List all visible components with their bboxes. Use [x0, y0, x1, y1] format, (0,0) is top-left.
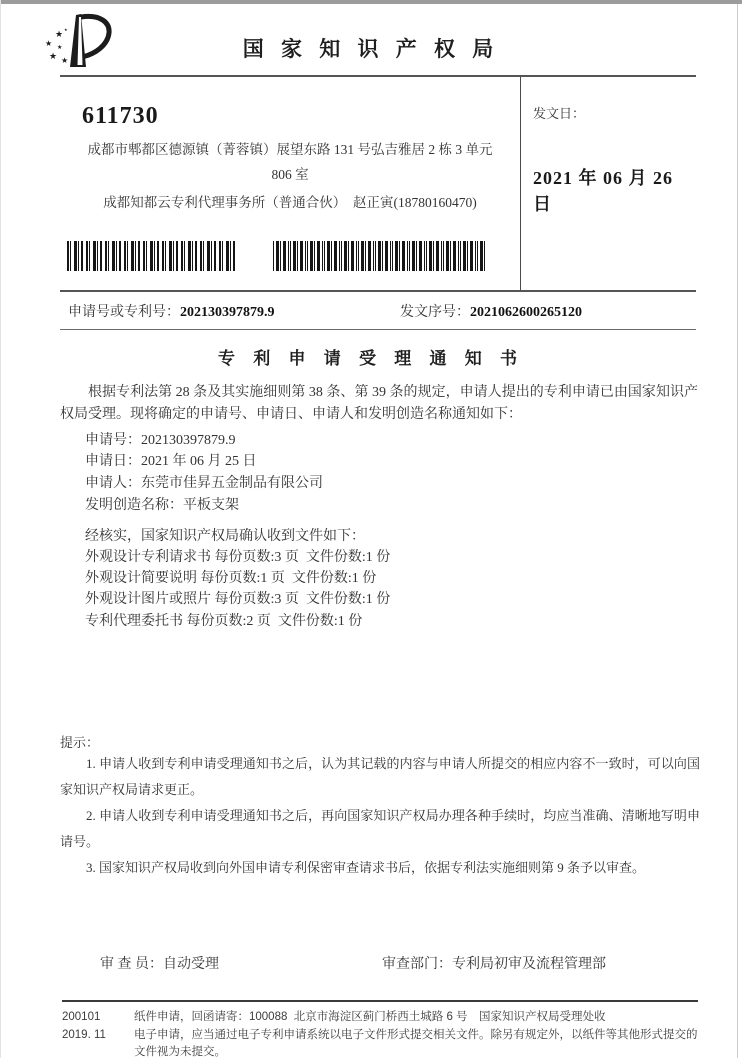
document-item: 专利代理委托书 每份页数:2 页 文件份数:1 份 [85, 613, 363, 629]
footer-electronic-note: 电子申请，应当通过电子专利申请系统以电子文件形式提交相关文件。除另有规定外，以纸件等其他形式提交的文件视为未提交。 [134, 1028, 698, 1058]
issue-date-label: 发文日： [533, 106, 586, 121]
hints-section [60, 732, 700, 881]
scan-right-edge [737, 4, 738, 1058]
detail-applicant: 申请人：东莞市佳昇五金制品有限公司 [85, 476, 323, 492]
reference-bottom-line [60, 329, 696, 330]
reference-number-row [60, 292, 696, 329]
svg-text:★: ★ [61, 56, 69, 65]
application-number-value: 202130397879.9 [180, 305, 275, 320]
svg-text:★: ★ [49, 51, 58, 61]
document-item: 外观设计专利请求书 每份页数:3 页 文件份数:1 份 [85, 549, 391, 565]
hint-item-2: 2. 申请人收到专利申请受理通知书之后，再向国家知识产权局办理各种手续时，均应当准确、清晰地写明申请号。 [60, 807, 700, 849]
application-number-field [68, 301, 400, 321]
barcode-1-icon [67, 241, 237, 271]
postal-code: 611730 [82, 103, 159, 129]
footer-form-code: 200101 [62, 1010, 101, 1023]
intro-paragraph: 根据专利法第 28 条及其实施细则第 38 条、第 39 条的规定，申请人提出的专利申请已由国家知识产权局受理。现将确定的申请号、申请日、申请人和发明创造名称通知如下： [60, 385, 698, 423]
address-line-2: 806 室 [271, 166, 309, 182]
scan-left-edge [0, 0, 1, 1058]
footer-row-paper [62, 1009, 704, 1027]
address-line-1: 成都市郫都区德源镇（菁蓉镇）展望东路 131 号弘吉雅居 2 栋 3 单元 [87, 142, 493, 157]
hint-item-1: 1. 申请人收到专利申请受理通知书之后，认为其记载的内容与申请人所提交的相应内容不一致时，可以向国家知识产权局请求更正。 [60, 755, 700, 797]
cnipa-logo-icon [40, 13, 120, 76]
issue-date-box [521, 77, 696, 290]
department-value: 专利局初审及流程管理部 [452, 956, 606, 972]
svg-text:★: ★ [45, 39, 53, 48]
document-item: 外观设计图片或照片 每份页数:3 页 文件份数:1 份 [85, 592, 391, 608]
barcode-2-icon [273, 241, 485, 271]
hints-title: 提示： [60, 734, 100, 750]
hint-item-3: 3. 国家知识产权局收到向外国申请专利保密审查请求书后，依据专利法实施细则第 9 条予以审查。 [86, 859, 646, 875]
mailing-info-block [60, 77, 696, 290]
footer-divider-line [62, 1000, 698, 1002]
department-field [382, 953, 606, 973]
recipient-line: 成都知都云专利代理事务所（普通合伙） 赵正寅(18780160470) [103, 194, 477, 210]
detail-invention-title: 发明创造名称：平板支架 [85, 497, 239, 513]
examiner-field [100, 953, 382, 973]
letterhead [0, 0, 742, 75]
application-number-label: 申请号或专利号： [68, 305, 180, 320]
examiner-label: 审 查 员： [100, 956, 163, 972]
svg-text:★: ★ [57, 45, 63, 51]
application-details [85, 430, 698, 517]
footer-notes [62, 1009, 704, 1058]
agency-title: 国 家 知 识 产 权 局 [242, 37, 500, 61]
barcode-group [67, 241, 520, 271]
documents-confirm-line: 经核实，国家知识产权局确认收到文件如下： [85, 528, 365, 544]
svg-text:★: ★ [64, 27, 68, 32]
footer-paper-note: 纸件申请，回函请寄：100088 北京市海淀区蓟门桥西土城路 6 号 国家知识产权局受理处收 [134, 1010, 606, 1023]
serial-number-field [400, 301, 582, 321]
serial-number-value: 2021062600265120 [470, 305, 582, 320]
footer-row-electronic [62, 1027, 704, 1058]
department-label: 审查部门： [382, 956, 452, 972]
address-block [60, 77, 521, 290]
footer-version-code: 2019. 11 [62, 1028, 106, 1041]
document-item: 外观设计简要说明 每份页数:1 页 文件份数:1 份 [85, 571, 377, 587]
svg-text:★: ★ [55, 29, 64, 39]
detail-application-number: 申请号：202130397879.9 [85, 432, 236, 448]
serial-number-label: 发文序号： [400, 305, 470, 320]
received-documents-block [85, 526, 698, 632]
examiner-row [100, 953, 698, 973]
detail-filing-date: 申请日：2021 年 06 月 25 日 [85, 454, 257, 470]
notice-title: 专 利 申 请 受 理 通 知 书 [218, 349, 524, 368]
examiner-value: 自动受理 [163, 956, 219, 972]
issue-date-value: 2021 年 06 月 26 日 [533, 168, 679, 214]
